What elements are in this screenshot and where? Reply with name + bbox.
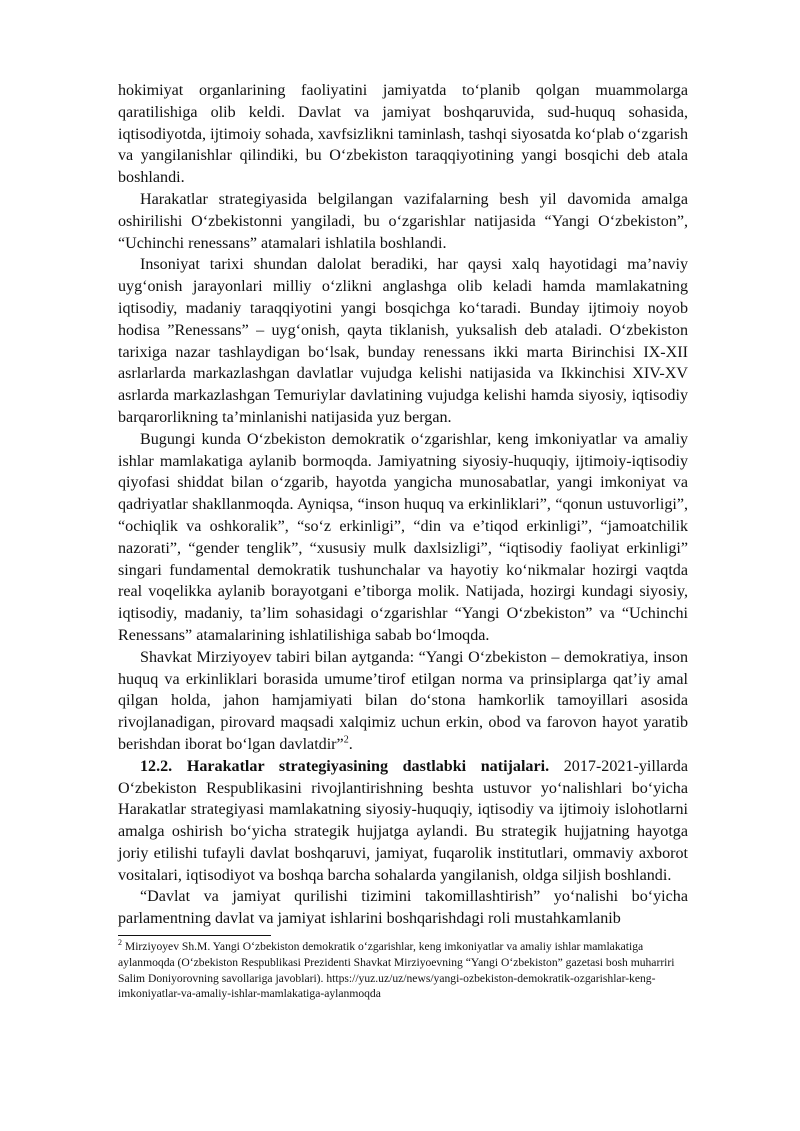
paragraph-2: Harakatlar strategiyasida belgilangan vazifalarning besh yil davomida amalga oshirilishi O‘zbekistonni yangiladi, bu o‘zgarishlar natijasida “Yangi O‘zbekiston”, “Uchinchi renessans” atamalari ishlatila boshlandi.	[118, 190, 688, 252]
footnote-text: Mirziyoyev Sh.M. Yangi O‘zbekiston demokratik o‘zgarishlar, keng imkoniyatlar va amaliy ishlar mamlakatiga aylanmoqda (O‘zbekiston Respublikasi Prezidenti Shavkat Mirziyoevning “Yangi O‘zbekiston” gazetasi bosh muharriri Salim Doniyorovning savollariga javoblari). https://yuz.uz/uz/news/yangi-ozbekiston-demokratik-ozgarishlar-keng-imkoniyatlar-va-amaliy-ishlar-mamlakatiga-aylanmoqda	[118, 940, 675, 1001]
paragraph-1: hokimiyat organlarining faoliyatini jamiyatda to‘planib qolgan muammolarga qaratilishiga olib keldi. Davlat va jamiyat boshqaruvida, sud-huquq sohasida, iqtisodiyotda, ijtimoiy sohada, xavfsizlikni taminlash, tashqi siyosatda ko‘plab o‘zgarish va yangilanishlar qilindiki, bu O‘zbekiston taraqqiyotining yangi bosqichi deb atala boshlandi.	[118, 82, 688, 187]
section-number: 12.2.	[140, 757, 173, 775]
footnote-divider	[118, 935, 271, 936]
paragraph-3: Insoniyat tarixi shundan dalolat beradiki, har qaysi xalq hayotidagi ma’naviy uyg‘onish jarayonlari milliy o‘zlikni anglashga olib keladi hamda mamlakatning iqtisodiy, madaniy taraqqiyotini yangi bosqichga ko‘taradi. Bunday ijtimoiy noyob hodisa ”Renessans” – uyg‘onish, qayta tiklanish, yuksalish deb ataladi. O‘zbekiston tarixiga nazar tashlaydigan bo‘lsak, bunday renessans ikki marta Birinchisi IX-XII asrlarlarda markazlashgan davlatlar vujudga kelishi natijasida va Ikkinchisi XIV-XV asrlarda markazlashgan Temuriylar davlatining vujudga kelishi hamda siyosiy, iqtisodiy barqarorlikning ta’minlanishi natijasida yuz bergan.	[118, 256, 688, 426]
paragraph-5: Shavkat Mirziyoyev tabiri bilan aytganda: “Yangi O‘zbekiston – demokratiya, inson huquq va erkinliklari borasida umume’tirof etilgan norma va prinsiplarga qat’iy amal qilgan holda, jahon hamjamiyati bilan do‘stona hamkorlik tamoyillari asosida rivojlanadigan, pirovard maqsadi xalqimiz uchun erkin, obod va farovon hayot yaratib berishdan iborat bo‘lgan davlatdir”$^2$.	[118, 648, 688, 753]
section-title: Harakatlar strategiyasining dastlabki natijalari.	[186, 757, 550, 775]
footnote-reference[interactable]: 2	[343, 734, 349, 746]
section-text: 2017-2021-yillarda O‘zbekiston Respublikasini rivojlantirishning beshta ustuvor yo‘nalishlari bo‘yicha Harakatlar strategiyasi mamlakatning siyosiy-huquqiy, iqtisodiy va ijtimoiy islohotlarni amalga oshirish bo‘yicha strategik hujjatga aylandi. Bu strategik hujjatning hayotga joriy etilishi tufayli davlat boshqaruvi, jamiyat, fuqarolik institutlari, ommaviy axborot vositalari, iqtisodiyot va boshqa barcha sohalarda yangilanish, oldga siljish boshlandi.	[118, 757, 688, 884]
document-page	[118, 80, 688, 1002]
footnote	[118, 939, 688, 1002]
footnote-number: 2	[118, 938, 122, 948]
paragraph-last: “Davlat va jamiyat qurilishi tizimini takomillashtirish” yo‘nalishi bo‘yicha parlamentning davlat va jamiyat ishlarini boshqarishdagi roli mustahkamlanib	[118, 888, 688, 928]
paragraph-5-text: Shavkat Mirziyoyev tabiri bilan aytganda: “Yangi O‘zbekiston – demokratiya, inson huquq va erkinliklari borasida umume’tirof etilgan norma va prinsiplarga qat’iy amal qilgan holda, jahon hamjamiyati bilan do‘stona hamkorlik tamoyillari asosida rivojlanadigan, pirovard maqsadi xalqimiz uchun erkin, obod va farovon hayot yaratib berishdan iborat bo‘lgan davlatdir”	[118, 648, 688, 753]
section-paragraph	[118, 756, 688, 887]
paragraph-4: Bugungi kunda O‘zbekiston demokratik o‘zgarishlar, keng imkoniyatlar va amaliy ishlar mamlakatiga aylanib bormoqda. Jamiyatning siyosiy-huquqiy, ijtimoiy-iqtisodiy qiyofasi shiddat bilan o‘zgarib, hayotda yangicha munosabatlar, yangi imkoniyat va qadriyatlar shakllanmoqda. Ayniqsa, “inson huquq va erkinliklari”, “qonun ustuvorligi”, “ochiqlik va oshkoralik”, “so‘z erkinligi”, “din va e’tiqod erkinligi”, “jamoatchilik nazorati”, “gender tenglik”, “xususiy mulk daxlsizligi”, “iqtisodiy faoliyat erkinligi” singari fundamental demokratik tushunchalar va hayotiy ko‘nikmalar hozirgi vaqtda real voqelikka aylanib borayotgani e’tiborga molik. Natijada, hozirgi kundagi siyosiy, iqtisodiy, madaniy, ta’lim sohasidagi o‘zgarishlar “Yangi O‘zbekiston” va “Uchinchi Renessans” atamalarining ishlatilishiga sabab bo‘lmoqda.	[118, 430, 688, 644]
